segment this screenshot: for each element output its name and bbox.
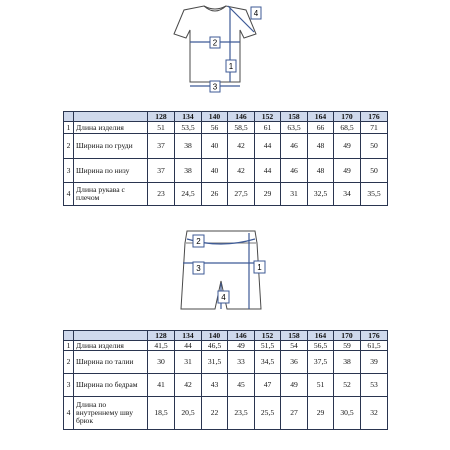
table-cell: 49 — [228, 341, 255, 351]
table-cell: 22 — [202, 397, 228, 430]
table-cell: 38 — [175, 134, 202, 159]
table-cell: 27 — [281, 397, 308, 430]
size-header: 170 — [334, 112, 361, 122]
svg-text:3: 3 — [196, 264, 201, 273]
measurement-name: Ширина по бедрам — [74, 374, 148, 397]
svg-text:1: 1 — [228, 62, 234, 71]
tshirt-diagram — [160, 0, 290, 100]
table-cell: 31 — [281, 183, 308, 206]
shorts-label-4 — [218, 291, 229, 303]
size-header: 176 — [361, 331, 388, 341]
table-cell: 51,5 — [255, 341, 281, 351]
table-cell: 20,5 — [175, 397, 202, 430]
table-cell: 61,5 — [361, 341, 388, 351]
svg-text:2: 2 — [212, 38, 218, 48]
table-cell: 42 — [228, 134, 255, 159]
table-cell: 31 — [175, 351, 202, 374]
table-cell: 24,5 — [175, 183, 202, 206]
size-header: 146 — [228, 112, 255, 122]
row-number: 1 — [64, 341, 74, 351]
table-cell: 43 — [202, 374, 228, 397]
table-cell: 48 — [308, 134, 334, 159]
table-cell: 41,5 — [148, 341, 175, 351]
table-cell: 61 — [255, 122, 281, 134]
table-row — [64, 397, 388, 430]
table-cell: 42 — [228, 159, 255, 183]
size-header: 140 — [202, 331, 228, 341]
shorts-diagram — [165, 225, 285, 320]
table-cell: 71 — [361, 122, 388, 134]
header-blank — [64, 331, 74, 341]
svg-text:2: 2 — [196, 237, 201, 246]
size-header: 134 — [175, 331, 202, 341]
table-cell: 35,5 — [361, 183, 388, 206]
table-row — [64, 351, 388, 374]
size-header: 164 — [308, 112, 334, 122]
size-header: 140 — [202, 112, 228, 122]
table-cell: 53 — [361, 374, 388, 397]
table-cell: 38 — [334, 351, 361, 374]
shorts-table-header — [64, 331, 388, 341]
table-cell: 37 — [148, 159, 175, 183]
tshirt-label-2 — [210, 37, 220, 48]
table-cell: 63,5 — [281, 122, 308, 134]
table-cell: 46 — [281, 159, 308, 183]
table-cell: 48 — [308, 159, 334, 183]
table-cell: 52 — [334, 374, 361, 397]
table-cell: 25,5 — [255, 397, 281, 430]
table-cell: 50 — [361, 134, 388, 159]
header-blank — [64, 112, 74, 122]
tshirt-table-header — [64, 112, 388, 122]
table-cell: 46,5 — [202, 341, 228, 351]
measurement-name: Длина рукава с плечом — [74, 183, 148, 206]
table-cell: 36 — [281, 351, 308, 374]
table-row — [64, 159, 388, 183]
tshirt-label-1 — [226, 60, 236, 72]
svg-text:3: 3 — [212, 82, 218, 92]
row-number: 4 — [64, 183, 74, 206]
shorts-label-1 — [254, 261, 265, 273]
table-cell: 18,5 — [148, 397, 175, 430]
table-row — [64, 374, 388, 397]
table-cell: 38 — [175, 159, 202, 183]
table-cell: 44 — [175, 341, 202, 351]
table-cell: 66 — [308, 122, 334, 134]
table-cell: 51 — [308, 374, 334, 397]
row-number: 4 — [64, 397, 74, 430]
table-cell: 46 — [281, 134, 308, 159]
table-cell: 59 — [334, 341, 361, 351]
tshirt-label-4 — [251, 7, 261, 19]
table-cell: 40 — [202, 134, 228, 159]
table-cell: 45 — [228, 374, 255, 397]
table-cell: 29 — [255, 183, 281, 206]
size-header: 128 — [148, 331, 175, 341]
size-header: 158 — [281, 331, 308, 341]
size-header: 146 — [228, 331, 255, 341]
table-cell: 23,5 — [228, 397, 255, 430]
size-header: 128 — [148, 112, 175, 122]
table-cell: 56 — [202, 122, 228, 134]
shorts-size-table — [63, 330, 388, 430]
row-number: 1 — [64, 122, 74, 134]
row-number: 3 — [64, 374, 74, 397]
size-header: 152 — [255, 331, 281, 341]
size-header: 176 — [361, 112, 388, 122]
shorts-label-2 — [193, 235, 204, 247]
table-cell: 58,5 — [228, 122, 255, 134]
table-row — [64, 183, 388, 206]
table-cell: 56,5 — [308, 341, 334, 351]
measurement-name: Длина изделия — [74, 341, 148, 351]
table-cell: 23 — [148, 183, 175, 206]
table-cell: 34,5 — [255, 351, 281, 374]
table-cell: 49 — [334, 134, 361, 159]
table-cell: 44 — [255, 159, 281, 183]
table-cell: 39 — [361, 351, 388, 374]
size-header: 170 — [334, 331, 361, 341]
table-cell: 44 — [255, 134, 281, 159]
table-cell: 54 — [281, 341, 308, 351]
measurement-name: Длина изделия — [74, 122, 148, 134]
measurement-name: Ширина по низу — [74, 159, 148, 183]
shorts-label-3 — [193, 262, 204, 274]
table-cell: 40 — [202, 159, 228, 183]
size-header: 158 — [281, 112, 308, 122]
header-blank — [74, 331, 148, 341]
table-cell: 49 — [334, 159, 361, 183]
tshirt-label-3 — [210, 81, 220, 92]
table-cell: 68,5 — [334, 122, 361, 134]
table-cell: 50 — [361, 159, 388, 183]
table-cell: 32 — [361, 397, 388, 430]
table-cell: 42 — [175, 374, 202, 397]
table-cell: 30 — [148, 351, 175, 374]
table-row — [64, 122, 388, 134]
tshirt-size-table — [63, 111, 388, 206]
measurement-name: Ширина по груди — [74, 134, 148, 159]
table-cell: 47 — [255, 374, 281, 397]
table-cell: 30,5 — [334, 397, 361, 430]
measurement-name: Ширина по талии — [74, 351, 148, 374]
table-cell: 51 — [148, 122, 175, 134]
table-cell: 29 — [308, 397, 334, 430]
row-number: 3 — [64, 159, 74, 183]
row-number: 2 — [64, 134, 74, 159]
table-cell: 49 — [281, 374, 308, 397]
table-cell: 37,5 — [308, 351, 334, 374]
header-blank — [74, 112, 148, 122]
table-cell: 32,5 — [308, 183, 334, 206]
table-cell: 31,5 — [202, 351, 228, 374]
table-row — [64, 341, 388, 351]
table-cell: 34 — [334, 183, 361, 206]
table-cell: 41 — [148, 374, 175, 397]
table-cell: 26 — [202, 183, 228, 206]
svg-text:1: 1 — [257, 263, 262, 272]
size-header: 152 — [255, 112, 281, 122]
table-cell: 27,5 — [228, 183, 255, 206]
measurement-name: Длина по внутреннему шву брюк — [74, 397, 148, 430]
svg-text:4: 4 — [221, 293, 226, 302]
row-number: 2 — [64, 351, 74, 374]
table-row — [64, 134, 388, 159]
size-header: 134 — [175, 112, 202, 122]
size-header: 164 — [308, 331, 334, 341]
table-cell: 53,5 — [175, 122, 202, 134]
svg-text:4: 4 — [253, 9, 259, 18]
table-cell: 33 — [228, 351, 255, 374]
table-cell: 37 — [148, 134, 175, 159]
